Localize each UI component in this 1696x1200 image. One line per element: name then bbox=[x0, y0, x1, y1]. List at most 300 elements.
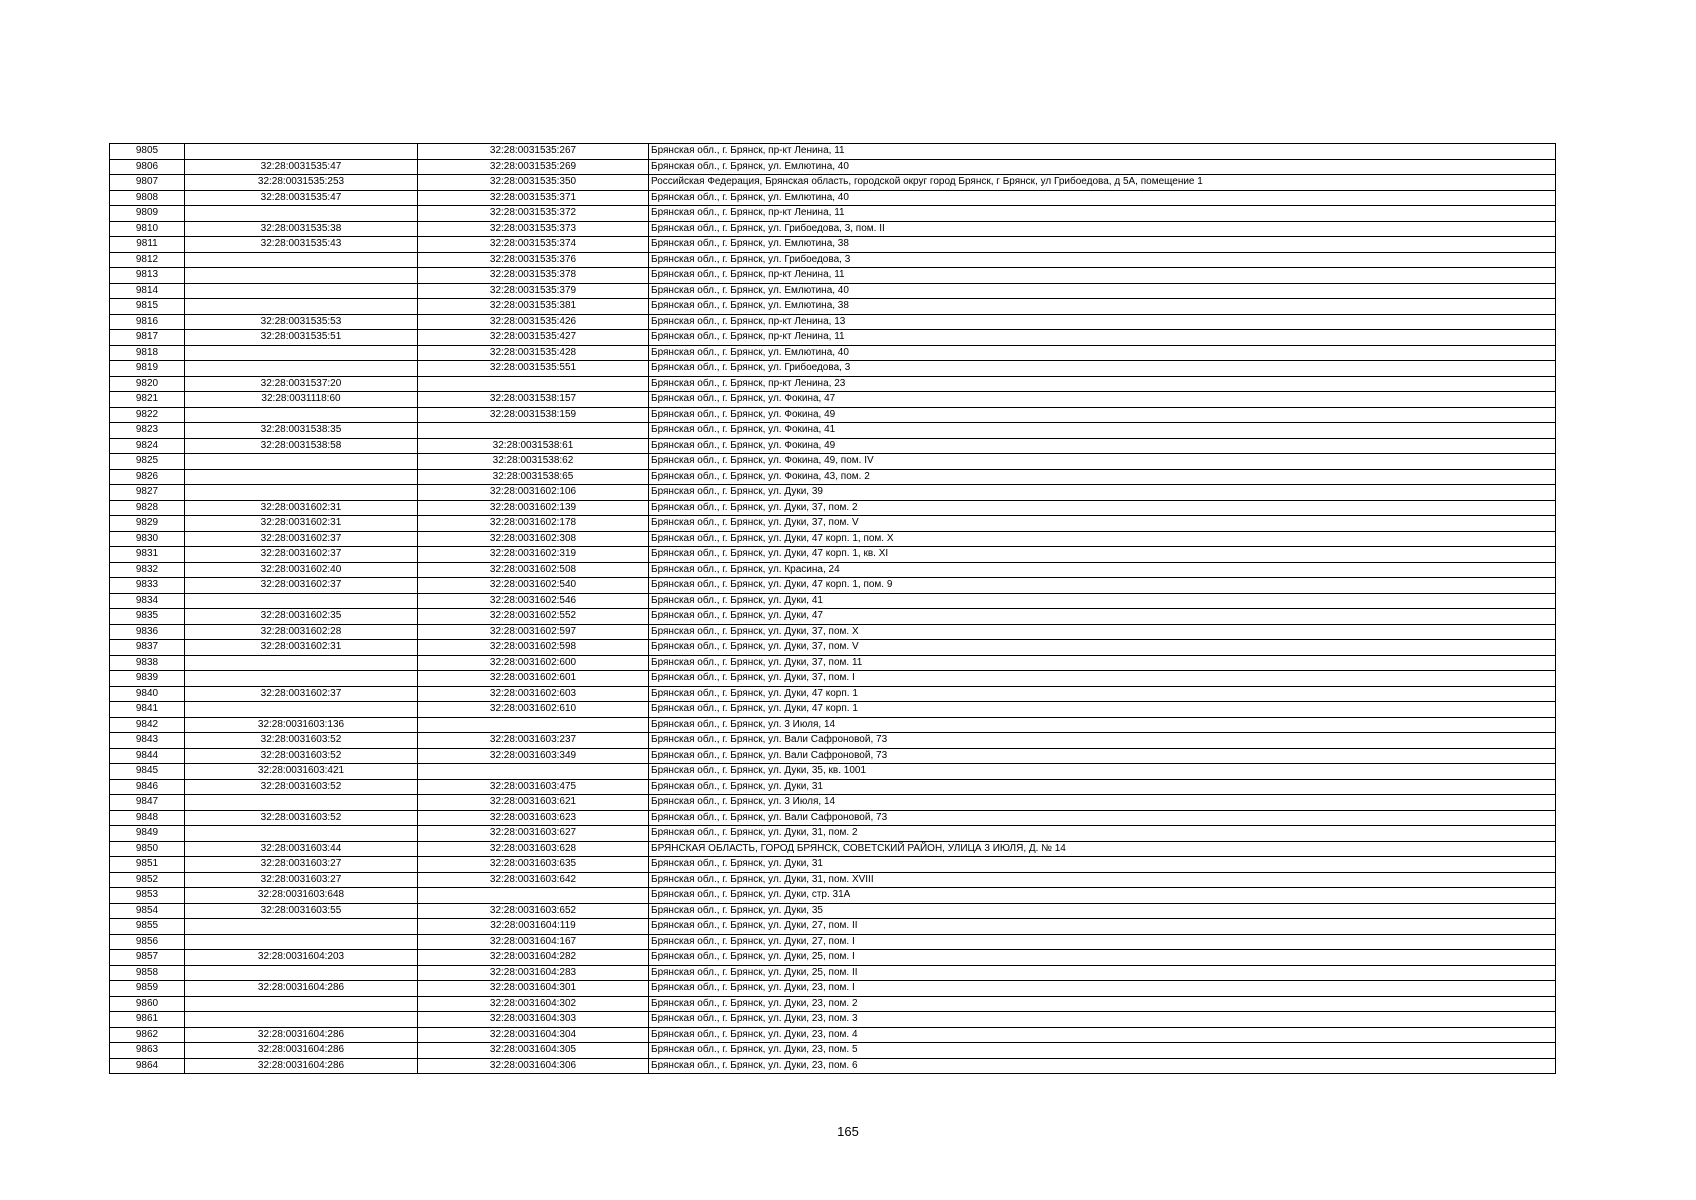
row-number-cell: 9849 bbox=[110, 826, 185, 842]
row-number-cell: 9811 bbox=[110, 237, 185, 253]
row-number-cell: 9843 bbox=[110, 733, 185, 749]
row-number-cell: 9851 bbox=[110, 857, 185, 873]
parent-cadastral-cell: 32:28:0031603:136 bbox=[185, 717, 418, 733]
table-row bbox=[110, 454, 1556, 470]
address-cell: Брянская обл., г. Брянск, ул. Дуки, 25, пом. II bbox=[649, 965, 1556, 981]
row-number-cell: 9812 bbox=[110, 252, 185, 268]
cadastral-number-cell: 32:28:0031538:62 bbox=[418, 454, 649, 470]
address-cell: Брянская обл., г. Брянск, ул. Грибоедова, 3 bbox=[649, 252, 1556, 268]
address-cell: Брянская обл., г. Брянск, ул. Дуки, 47 корп. 1 bbox=[649, 686, 1556, 702]
address-cell: Брянская обл., г. Брянск, ул. Дуки, 39 bbox=[649, 485, 1556, 501]
parent-cadastral-cell: 32:28:0031602:31 bbox=[185, 500, 418, 516]
row-number-cell: 9829 bbox=[110, 516, 185, 532]
cadastral-number-cell: 32:28:0031603:237 bbox=[418, 733, 649, 749]
parent-cadastral-cell: 32:28:0031603:52 bbox=[185, 748, 418, 764]
cadastral-number-cell: 32:28:0031602:546 bbox=[418, 593, 649, 609]
parent-cadastral-cell: 32:28:0031604:286 bbox=[185, 1058, 418, 1074]
parent-cadastral-cell: 32:28:0031538:58 bbox=[185, 438, 418, 454]
address-cell: Брянская обл., г. Брянск, ул. Дуки, стр. 31А bbox=[649, 888, 1556, 904]
parent-cadastral-cell: 32:28:0031602:31 bbox=[185, 640, 418, 656]
address-cell: Брянская обл., г. Брянск, ул. Дуки, 47 корп. 1, пом. X bbox=[649, 531, 1556, 547]
parent-cadastral-cell: 32:28:0031604:286 bbox=[185, 1043, 418, 1059]
parent-cadastral-cell bbox=[185, 345, 418, 361]
table-row bbox=[110, 190, 1556, 206]
table-row bbox=[110, 826, 1556, 842]
address-cell: Брянская обл., г. Брянск, ул. Красина, 24 bbox=[649, 562, 1556, 578]
table-row bbox=[110, 624, 1556, 640]
address-cell: Брянская обл., г. Брянск, ул. Дуки, 31, пом. 2 bbox=[649, 826, 1556, 842]
cadastral-number-cell: 32:28:0031603:628 bbox=[418, 841, 649, 857]
cadastral-number-cell: 32:28:0031602:139 bbox=[418, 500, 649, 516]
row-number-cell: 9853 bbox=[110, 888, 185, 904]
parent-cadastral-cell bbox=[185, 1012, 418, 1028]
cadastral-number-cell: 32:28:0031535:373 bbox=[418, 221, 649, 237]
table-row bbox=[110, 934, 1556, 950]
row-number-cell: 9857 bbox=[110, 950, 185, 966]
cadastral-number-cell: 32:28:0031603:635 bbox=[418, 857, 649, 873]
address-cell: Брянская обл., г. Брянск, ул. Емлютина, 38 bbox=[649, 237, 1556, 253]
address-cell: Брянская обл., г. Брянск, ул. Емлютина, 40 bbox=[649, 283, 1556, 299]
address-cell: Брянская обл., г. Брянск, ул. Фокина, 49 bbox=[649, 407, 1556, 423]
address-cell: Брянская обл., г. Брянск, ул. Дуки, 25, пом. I bbox=[649, 950, 1556, 966]
parent-cadastral-cell bbox=[185, 593, 418, 609]
parent-cadastral-cell bbox=[185, 826, 418, 842]
row-number-cell: 9821 bbox=[110, 392, 185, 408]
table-row bbox=[110, 159, 1556, 175]
address-cell: Брянская обл., г. Брянск, ул. Дуки, 37, пом. 11 bbox=[649, 655, 1556, 671]
row-number-cell: 9832 bbox=[110, 562, 185, 578]
cadastral-number-cell: 32:28:0031535:551 bbox=[418, 361, 649, 377]
cadastral-number-cell: 32:28:0031535:376 bbox=[418, 252, 649, 268]
parent-cadastral-cell bbox=[185, 361, 418, 377]
row-number-cell: 9833 bbox=[110, 578, 185, 594]
row-number-cell: 9828 bbox=[110, 500, 185, 516]
row-number-cell: 9827 bbox=[110, 485, 185, 501]
cadastral-number-cell: 32:28:0031602:178 bbox=[418, 516, 649, 532]
address-cell: Брянская обл., г. Брянск, ул. Дуки, 31 bbox=[649, 779, 1556, 795]
address-cell: Брянская обл., г. Брянск, ул. Дуки, 27, пом. I bbox=[649, 934, 1556, 950]
address-cell: Брянская обл., г. Брянск, ул. Дуки, 23, пом. 4 bbox=[649, 1027, 1556, 1043]
parent-cadastral-cell bbox=[185, 934, 418, 950]
row-number-cell: 9805 bbox=[110, 144, 185, 160]
row-number-cell: 9842 bbox=[110, 717, 185, 733]
table-row bbox=[110, 779, 1556, 795]
cadastral-number-cell: 32:28:0031535:379 bbox=[418, 283, 649, 299]
row-number-cell: 9845 bbox=[110, 764, 185, 780]
table-row bbox=[110, 237, 1556, 253]
parent-cadastral-cell bbox=[185, 919, 418, 935]
cadastral-number-cell: 32:28:0031535:381 bbox=[418, 299, 649, 315]
cadastral-number-cell bbox=[418, 888, 649, 904]
row-number-cell: 9856 bbox=[110, 934, 185, 950]
parent-cadastral-cell: 32:28:0031602:37 bbox=[185, 686, 418, 702]
parent-cadastral-cell: 32:28:0031603:52 bbox=[185, 733, 418, 749]
address-cell: Брянская обл., г. Брянск, ул. Дуки, 23, пом. I bbox=[649, 981, 1556, 997]
row-number-cell: 9850 bbox=[110, 841, 185, 857]
table-row bbox=[110, 531, 1556, 547]
cadastral-number-cell: 32:28:0031604:119 bbox=[418, 919, 649, 935]
table-row bbox=[110, 330, 1556, 346]
row-number-cell: 9822 bbox=[110, 407, 185, 423]
parent-cadastral-cell: 32:28:0031602:37 bbox=[185, 531, 418, 547]
cadastral-number-cell: 32:28:0031604:282 bbox=[418, 950, 649, 966]
address-cell: Брянская обл., г. Брянск, ул. Дуки, 41 bbox=[649, 593, 1556, 609]
cadastral-number-cell: 32:28:0031603:475 bbox=[418, 779, 649, 795]
table-row bbox=[110, 965, 1556, 981]
cadastral-number-cell: 32:28:0031602:597 bbox=[418, 624, 649, 640]
address-cell: Брянская обл., г. Брянск, ул. Дуки, 23, пом. 3 bbox=[649, 1012, 1556, 1028]
parent-cadastral-cell: 32:28:0031602:31 bbox=[185, 516, 418, 532]
table-row bbox=[110, 810, 1556, 826]
table-row bbox=[110, 268, 1556, 284]
cadastral-number-cell: 32:28:0031604:283 bbox=[418, 965, 649, 981]
address-cell: Брянская обл., г. Брянск, ул. Дуки, 23, пом. 2 bbox=[649, 996, 1556, 1012]
table-row bbox=[110, 407, 1556, 423]
parent-cadastral-cell bbox=[185, 206, 418, 222]
table-row bbox=[110, 903, 1556, 919]
address-cell: Брянская обл., г. Брянск, пр-кт Ленина, 11 bbox=[649, 330, 1556, 346]
row-number-cell: 9808 bbox=[110, 190, 185, 206]
parent-cadastral-cell bbox=[185, 252, 418, 268]
address-cell: Брянская обл., г. Брянск, пр-кт Ленина, 11 bbox=[649, 268, 1556, 284]
cadastral-number-cell bbox=[418, 764, 649, 780]
cadastral-number-cell: 32:28:0031604:301 bbox=[418, 981, 649, 997]
row-number-cell: 9810 bbox=[110, 221, 185, 237]
row-number-cell: 9817 bbox=[110, 330, 185, 346]
cadastral-number-cell: 32:28:0031538:61 bbox=[418, 438, 649, 454]
row-number-cell: 9859 bbox=[110, 981, 185, 997]
cadastral-number-cell: 32:28:0031604:305 bbox=[418, 1043, 649, 1059]
cadastral-number-cell: 32:28:0031602:610 bbox=[418, 702, 649, 718]
row-number-cell: 9830 bbox=[110, 531, 185, 547]
address-cell: Брянская обл., г. Брянск, ул. Фокина, 43, пом. 2 bbox=[649, 469, 1556, 485]
cadastral-number-cell: 32:28:0031604:304 bbox=[418, 1027, 649, 1043]
parent-cadastral-cell: 32:28:0031603:44 bbox=[185, 841, 418, 857]
address-cell: Брянская обл., г. Брянск, ул. Фокина, 49 bbox=[649, 438, 1556, 454]
table-row bbox=[110, 888, 1556, 904]
cadastral-number-cell: 32:28:0031602:308 bbox=[418, 531, 649, 547]
page-number: 165 bbox=[837, 1124, 859, 1139]
property-table-body bbox=[110, 144, 1556, 1074]
parent-cadastral-cell bbox=[185, 485, 418, 501]
table-row bbox=[110, 423, 1556, 439]
row-number-cell: 9855 bbox=[110, 919, 185, 935]
row-number-cell: 9813 bbox=[110, 268, 185, 284]
row-number-cell: 9831 bbox=[110, 547, 185, 563]
table-row bbox=[110, 640, 1556, 656]
cadastral-number-cell: 32:28:0031538:157 bbox=[418, 392, 649, 408]
parent-cadastral-cell bbox=[185, 671, 418, 687]
property-table bbox=[109, 143, 1556, 1074]
cadastral-number-cell: 32:28:0031604:303 bbox=[418, 1012, 649, 1028]
row-number-cell: 9834 bbox=[110, 593, 185, 609]
address-cell: БРЯНСКАЯ ОБЛАСТЬ, ГОРОД БРЯНСК, СОВЕТСКИЙ РАЙОН, УЛИЦА 3 ИЮЛЯ, Д. № 14 bbox=[649, 841, 1556, 857]
table-row bbox=[110, 671, 1556, 687]
parent-cadastral-cell bbox=[185, 268, 418, 284]
address-cell: Брянская обл., г. Брянск, ул. Емлютина, 40 bbox=[649, 345, 1556, 361]
row-number-cell: 9847 bbox=[110, 795, 185, 811]
parent-cadastral-cell: 32:28:0031603:27 bbox=[185, 872, 418, 888]
parent-cadastral-cell bbox=[185, 144, 418, 160]
parent-cadastral-cell bbox=[185, 407, 418, 423]
cadastral-number-cell: 32:28:0031602:508 bbox=[418, 562, 649, 578]
row-number-cell: 9852 bbox=[110, 872, 185, 888]
table-row bbox=[110, 206, 1556, 222]
row-number-cell: 9815 bbox=[110, 299, 185, 315]
cadastral-number-cell: 32:28:0031603:623 bbox=[418, 810, 649, 826]
row-number-cell: 9839 bbox=[110, 671, 185, 687]
parent-cadastral-cell: 32:28:0031535:253 bbox=[185, 175, 418, 191]
address-cell: Брянская обл., г. Брянск, ул. Дуки, 37, пом. V bbox=[649, 516, 1556, 532]
parent-cadastral-cell: 32:28:0031604:286 bbox=[185, 1027, 418, 1043]
parent-cadastral-cell: 32:28:0031538:35 bbox=[185, 423, 418, 439]
table-row bbox=[110, 919, 1556, 935]
table-row bbox=[110, 593, 1556, 609]
parent-cadastral-cell: 32:28:0031603:52 bbox=[185, 779, 418, 795]
address-cell: Брянская обл., г. Брянск, ул. Грибоедова, 3, пом. II bbox=[649, 221, 1556, 237]
cadastral-number-cell bbox=[418, 376, 649, 392]
table-row bbox=[110, 702, 1556, 718]
cadastral-number-cell: 32:28:0031535:427 bbox=[418, 330, 649, 346]
table-row bbox=[110, 376, 1556, 392]
table-row bbox=[110, 996, 1556, 1012]
cadastral-number-cell: 32:28:0031538:65 bbox=[418, 469, 649, 485]
address-cell: Брянская обл., г. Брянск, ул. Дуки, 37, пом. V bbox=[649, 640, 1556, 656]
parent-cadastral-cell: 32:28:0031603:52 bbox=[185, 810, 418, 826]
row-number-cell: 9862 bbox=[110, 1027, 185, 1043]
table-row bbox=[110, 1012, 1556, 1028]
row-number-cell: 9840 bbox=[110, 686, 185, 702]
parent-cadastral-cell: 32:28:0031603:27 bbox=[185, 857, 418, 873]
table-row bbox=[110, 485, 1556, 501]
cadastral-number-cell: 32:28:0031602:552 bbox=[418, 609, 649, 625]
row-number-cell: 9806 bbox=[110, 159, 185, 175]
address-cell: Брянская обл., г. Брянск, ул. 3 Июля, 14 bbox=[649, 795, 1556, 811]
parent-cadastral-cell bbox=[185, 795, 418, 811]
cadastral-number-cell: 32:28:0031535:267 bbox=[418, 144, 649, 160]
row-number-cell: 9848 bbox=[110, 810, 185, 826]
parent-cadastral-cell: 32:28:0031535:47 bbox=[185, 159, 418, 175]
parent-cadastral-cell bbox=[185, 965, 418, 981]
row-number-cell: 9818 bbox=[110, 345, 185, 361]
parent-cadastral-cell bbox=[185, 469, 418, 485]
address-cell: Брянская обл., г. Брянск, пр-кт Ленина, 23 bbox=[649, 376, 1556, 392]
row-number-cell: 9864 bbox=[110, 1058, 185, 1074]
table-row bbox=[110, 469, 1556, 485]
table-row bbox=[110, 609, 1556, 625]
address-cell: Брянская обл., г. Брянск, ул. Дуки, 47 корп. 1, пом. 9 bbox=[649, 578, 1556, 594]
table-row bbox=[110, 1027, 1556, 1043]
row-number-cell: 9863 bbox=[110, 1043, 185, 1059]
address-cell: Брянская обл., г. Брянск, ул. Дуки, 31 bbox=[649, 857, 1556, 873]
cadastral-number-cell: 32:28:0031602:600 bbox=[418, 655, 649, 671]
parent-cadastral-cell bbox=[185, 996, 418, 1012]
parent-cadastral-cell: 32:28:0031535:53 bbox=[185, 314, 418, 330]
address-cell: Брянская обл., г. Брянск, ул. Дуки, 37, пом. 2 bbox=[649, 500, 1556, 516]
table-row bbox=[110, 872, 1556, 888]
row-number-cell: 9846 bbox=[110, 779, 185, 795]
table-row bbox=[110, 686, 1556, 702]
table-row bbox=[110, 345, 1556, 361]
parent-cadastral-cell: 32:28:0031603:55 bbox=[185, 903, 418, 919]
row-number-cell: 9858 bbox=[110, 965, 185, 981]
cadastral-number-cell: 32:28:0031604:302 bbox=[418, 996, 649, 1012]
cadastral-number-cell: 32:28:0031602:319 bbox=[418, 547, 649, 563]
row-number-cell: 9854 bbox=[110, 903, 185, 919]
cadastral-number-cell: 32:28:0031535:378 bbox=[418, 268, 649, 284]
address-cell: Брянская обл., г. Брянск, ул. Емлютина, 38 bbox=[649, 299, 1556, 315]
parent-cadastral-cell: 32:28:0031535:51 bbox=[185, 330, 418, 346]
row-number-cell: 9835 bbox=[110, 609, 185, 625]
row-number-cell: 9844 bbox=[110, 748, 185, 764]
address-cell: Брянская обл., г. Брянск, пр-кт Ленина, 11 bbox=[649, 206, 1556, 222]
cadastral-number-cell: 32:28:0031535:372 bbox=[418, 206, 649, 222]
table-row bbox=[110, 764, 1556, 780]
table-row bbox=[110, 392, 1556, 408]
cadastral-number-cell: 32:28:0031604:306 bbox=[418, 1058, 649, 1074]
cadastral-number-cell: 32:28:0031602:601 bbox=[418, 671, 649, 687]
table-row bbox=[110, 299, 1556, 315]
parent-cadastral-cell: 32:28:0031603:421 bbox=[185, 764, 418, 780]
row-number-cell: 9824 bbox=[110, 438, 185, 454]
parent-cadastral-cell bbox=[185, 702, 418, 718]
parent-cadastral-cell: 32:28:0031604:286 bbox=[185, 981, 418, 997]
row-number-cell: 9807 bbox=[110, 175, 185, 191]
parent-cadastral-cell: 32:28:0031118:60 bbox=[185, 392, 418, 408]
table-row bbox=[110, 562, 1556, 578]
row-number-cell: 9823 bbox=[110, 423, 185, 439]
cadastral-number-cell: 32:28:0031604:167 bbox=[418, 934, 649, 950]
cadastral-number-cell: 32:28:0031602:106 bbox=[418, 485, 649, 501]
cadastral-number-cell: 32:28:0031535:374 bbox=[418, 237, 649, 253]
address-cell: Брянская обл., г. Брянск, ул. Вали Сафроновой, 73 bbox=[649, 810, 1556, 826]
address-cell: Брянская обл., г. Брянск, ул. Дуки, 31, пом. XVIII bbox=[649, 872, 1556, 888]
parent-cadastral-cell: 32:28:0031535:38 bbox=[185, 221, 418, 237]
address-cell: Брянская обл., г. Брянск, пр-кт Ленина, 11 bbox=[649, 144, 1556, 160]
row-number-cell: 9837 bbox=[110, 640, 185, 656]
address-cell: Брянская обл., г. Брянск, ул. Дуки, 35 bbox=[649, 903, 1556, 919]
cadastral-number-cell: 32:28:0031602:540 bbox=[418, 578, 649, 594]
parent-cadastral-cell: 32:28:0031603:648 bbox=[185, 888, 418, 904]
cadastral-number-cell bbox=[418, 423, 649, 439]
table-row bbox=[110, 1058, 1556, 1074]
cadastral-number-cell: 32:28:0031603:627 bbox=[418, 826, 649, 842]
cadastral-number-cell: 32:28:0031535:428 bbox=[418, 345, 649, 361]
cadastral-number-cell: 32:28:0031602:598 bbox=[418, 640, 649, 656]
row-number-cell: 9809 bbox=[110, 206, 185, 222]
table-row bbox=[110, 361, 1556, 377]
cadastral-number-cell: 32:28:0031602:603 bbox=[418, 686, 649, 702]
row-number-cell: 9826 bbox=[110, 469, 185, 485]
table-row bbox=[110, 841, 1556, 857]
table-row bbox=[110, 175, 1556, 191]
row-number-cell: 9814 bbox=[110, 283, 185, 299]
parent-cadastral-cell: 32:28:0031535:47 bbox=[185, 190, 418, 206]
cadastral-number-cell: 32:28:0031603:349 bbox=[418, 748, 649, 764]
row-number-cell: 9861 bbox=[110, 1012, 185, 1028]
address-cell: Брянская обл., г. Брянск, ул. Фокина, 41 bbox=[649, 423, 1556, 439]
table-row bbox=[110, 500, 1556, 516]
row-number-cell: 9836 bbox=[110, 624, 185, 640]
parent-cadastral-cell: 32:28:0031535:43 bbox=[185, 237, 418, 253]
address-cell: Брянская обл., г. Брянск, ул. Емлютина, 40 bbox=[649, 159, 1556, 175]
address-cell: Брянская обл., г. Брянск, ул. Вали Сафроновой, 73 bbox=[649, 733, 1556, 749]
cadastral-number-cell bbox=[418, 717, 649, 733]
address-cell: Брянская обл., г. Брянск, ул. Дуки, 37, пом. X bbox=[649, 624, 1556, 640]
table-row bbox=[110, 857, 1556, 873]
row-number-cell: 9819 bbox=[110, 361, 185, 377]
parent-cadastral-cell bbox=[185, 283, 418, 299]
table-row bbox=[110, 733, 1556, 749]
row-number-cell: 9860 bbox=[110, 996, 185, 1012]
address-cell: Брянская обл., г. Брянск, ул. Дуки, 37, пом. I bbox=[649, 671, 1556, 687]
table-row bbox=[110, 748, 1556, 764]
table-row bbox=[110, 283, 1556, 299]
table-row bbox=[110, 950, 1556, 966]
table-row bbox=[110, 438, 1556, 454]
address-cell: Брянская обл., г. Брянск, ул. Дуки, 23, пом. 5 bbox=[649, 1043, 1556, 1059]
table-row bbox=[110, 717, 1556, 733]
address-cell: Брянская обл., г. Брянск, ул. Фокина, 47 bbox=[649, 392, 1556, 408]
table-row bbox=[110, 655, 1556, 671]
address-cell: Брянская обл., г. Брянск, ул. Дуки, 47 корп. 1 bbox=[649, 702, 1556, 718]
address-cell: Брянская обл., г. Брянск, ул. Вали Сафроновой, 73 bbox=[649, 748, 1556, 764]
table-row bbox=[110, 252, 1556, 268]
parent-cadastral-cell: 32:28:0031602:28 bbox=[185, 624, 418, 640]
address-cell: Брянская обл., г. Брянск, ул. Емлютина, 40 bbox=[649, 190, 1556, 206]
table-row bbox=[110, 516, 1556, 532]
cadastral-number-cell: 32:28:0031603:621 bbox=[418, 795, 649, 811]
address-cell: Брянская обл., г. Брянск, ул. 3 Июля, 14 bbox=[649, 717, 1556, 733]
row-number-cell: 9816 bbox=[110, 314, 185, 330]
table-row bbox=[110, 981, 1556, 997]
parent-cadastral-cell bbox=[185, 299, 418, 315]
address-cell: Брянская обл., г. Брянск, пр-кт Ленина, 13 bbox=[649, 314, 1556, 330]
cadastral-number-cell: 32:28:0031535:269 bbox=[418, 159, 649, 175]
address-cell: Брянская обл., г. Брянск, ул. Фокина, 49, пом. IV bbox=[649, 454, 1556, 470]
parent-cadastral-cell: 32:28:0031604:203 bbox=[185, 950, 418, 966]
row-number-cell: 9825 bbox=[110, 454, 185, 470]
parent-cadastral-cell bbox=[185, 655, 418, 671]
address-cell: Брянская обл., г. Брянск, ул. Дуки, 23, пом. 6 bbox=[649, 1058, 1556, 1074]
table-row bbox=[110, 314, 1556, 330]
parent-cadastral-cell bbox=[185, 454, 418, 470]
table-row bbox=[110, 795, 1556, 811]
cadastral-number-cell: 32:28:0031538:159 bbox=[418, 407, 649, 423]
table-row bbox=[110, 144, 1556, 160]
cadastral-number-cell: 32:28:0031535:426 bbox=[418, 314, 649, 330]
cadastral-number-cell: 32:28:0031535:350 bbox=[418, 175, 649, 191]
table-row bbox=[110, 1043, 1556, 1059]
parent-cadastral-cell: 32:28:0031602:40 bbox=[185, 562, 418, 578]
parent-cadastral-cell: 32:28:0031602:37 bbox=[185, 547, 418, 563]
address-cell: Брянская обл., г. Брянск, ул. Дуки, 35, кв. 1001 bbox=[649, 764, 1556, 780]
row-number-cell: 9820 bbox=[110, 376, 185, 392]
parent-cadastral-cell: 32:28:0031602:37 bbox=[185, 578, 418, 594]
cadastral-number-cell: 32:28:0031535:371 bbox=[418, 190, 649, 206]
table-row bbox=[110, 547, 1556, 563]
row-number-cell: 9838 bbox=[110, 655, 185, 671]
address-cell: Брянская обл., г. Брянск, ул. Дуки, 27, пом. II bbox=[649, 919, 1556, 935]
cadastral-number-cell: 32:28:0031603:652 bbox=[418, 903, 649, 919]
address-cell: Брянская обл., г. Брянск, ул. Грибоедова, 3 bbox=[649, 361, 1556, 377]
parent-cadastral-cell: 32:28:0031602:35 bbox=[185, 609, 418, 625]
address-cell: Российская Федерация, Брянская область, городской округ город Брянск, г Брянск, ул Грибоедова, д 5А, помещение 1 bbox=[649, 175, 1556, 191]
table-row bbox=[110, 221, 1556, 237]
address-cell: Брянская обл., г. Брянск, ул. Дуки, 47 bbox=[649, 609, 1556, 625]
address-cell: Брянская обл., г. Брянск, ул. Дуки, 47 корп. 1, кв. XI bbox=[649, 547, 1556, 563]
table-row bbox=[110, 578, 1556, 594]
